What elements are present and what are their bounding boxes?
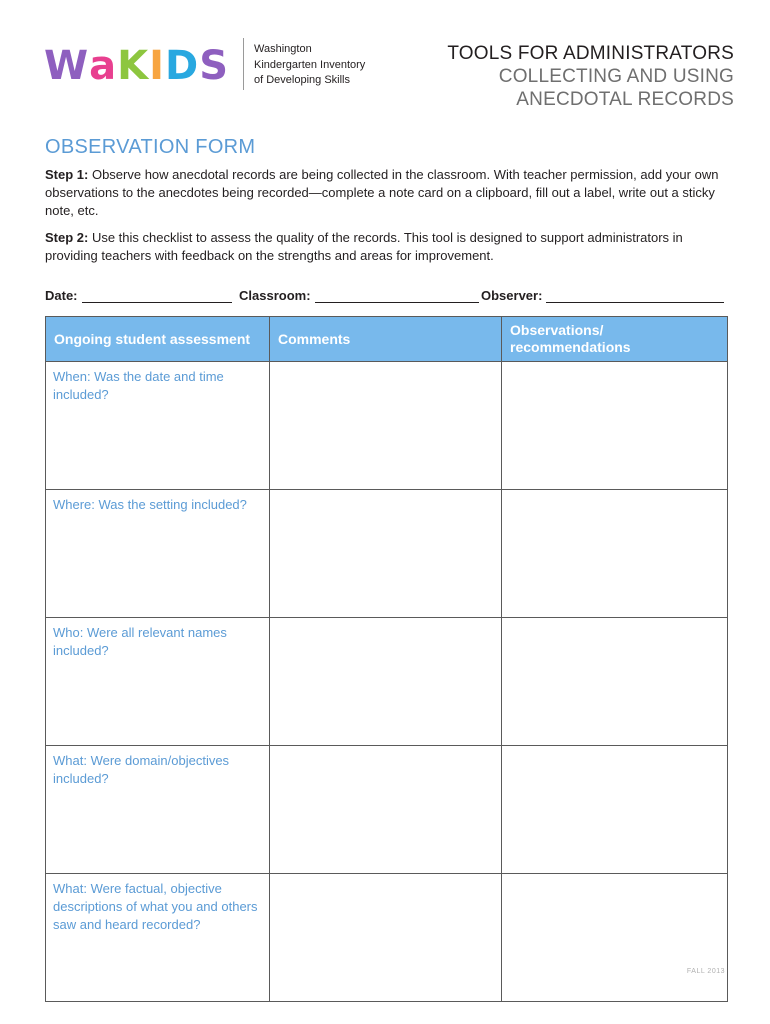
step-2-text: Use this checklist to assess the quality of the records. This tool is designed to support administrators in providing teachers with feedback on the strengths and areas for improvement. [45, 230, 683, 263]
logo-line-2: Kindergarten Inventory [254, 58, 366, 71]
header-fields [45, 288, 727, 308]
observations-cell[interactable] [502, 362, 728, 490]
observations-cell[interactable] [502, 874, 728, 1002]
date-label: Date: [45, 288, 78, 303]
row-question: Who: Were all relevant names included? [46, 618, 270, 746]
observations-cell[interactable] [502, 746, 728, 874]
date-input-line[interactable] [82, 288, 232, 303]
observer-field [481, 288, 724, 303]
logo-letter-d: D [165, 43, 200, 89]
logo-letter-s: S [199, 43, 230, 89]
table-row [46, 618, 728, 746]
step-2-paragraph [45, 229, 735, 265]
row-question: What: Were domain/objectives included? [46, 746, 270, 874]
table-row [46, 362, 728, 490]
logo-divider [243, 38, 244, 90]
form-title: OBSERVATION FORM [45, 136, 256, 158]
observations-cell[interactable] [502, 490, 728, 618]
logo-letter-a: a [89, 43, 118, 89]
comments-cell[interactable] [270, 362, 502, 490]
header-ongoing-assessment: Ongoing student assessment [46, 317, 270, 362]
header-comments: Comments [270, 317, 502, 362]
step-1-text: Observe how anecdotal records are being collected in the classroom. With teacher permission, add your own observations to the anecdotes being recorded—complete a note card on a clipboard, fill out a label, write out a sticky note, etc. [45, 167, 719, 218]
table-row [46, 874, 728, 1002]
footer-date: FALL 2013 [686, 968, 725, 975]
row-question: When: Was the date and time included? [46, 362, 270, 490]
step-2-label: Step 2: [45, 230, 89, 245]
title-line-1: TOOLS FOR ADMINISTRATORS [447, 43, 734, 64]
logo-subtitle [254, 42, 365, 89]
observations-cell[interactable] [502, 618, 728, 746]
table-row [46, 490, 728, 618]
step-1-paragraph [45, 166, 735, 220]
wakids-logo [44, 36, 229, 96]
date-field [45, 288, 232, 303]
classroom-label: Classroom: [239, 288, 311, 303]
observer-label: Observer: [481, 288, 543, 303]
classroom-field [239, 288, 479, 303]
logo-letter-k: K [117, 43, 150, 89]
header-observations: Observations/ recommendations [502, 317, 728, 362]
logo-letter-w: W [44, 43, 90, 89]
comments-cell[interactable] [270, 874, 502, 1002]
comments-cell[interactable] [270, 490, 502, 618]
observer-input-line[interactable] [546, 288, 724, 303]
row-question: Where: Was the setting included? [46, 490, 270, 618]
document-title [447, 42, 734, 111]
classroom-input-line[interactable] [315, 288, 479, 303]
step-1-label: Step 1: [45, 167, 89, 182]
logo-line-3: of Developing Skills [254, 74, 350, 86]
comments-cell[interactable] [270, 746, 502, 874]
assessment-table [45, 316, 728, 1002]
title-line-2: COLLECTING AND USING [498, 66, 734, 87]
table-row [46, 746, 728, 874]
logo-line-1: Washington [254, 43, 312, 55]
table-header-row [46, 317, 728, 362]
logo-letter-i: I [149, 43, 166, 89]
comments-cell[interactable] [270, 618, 502, 746]
title-line-3: ANECDOTAL RECORDS [516, 89, 734, 110]
row-question: What: Were factual, objective descriptions of what you and others saw and heard recorded? [46, 874, 270, 1002]
